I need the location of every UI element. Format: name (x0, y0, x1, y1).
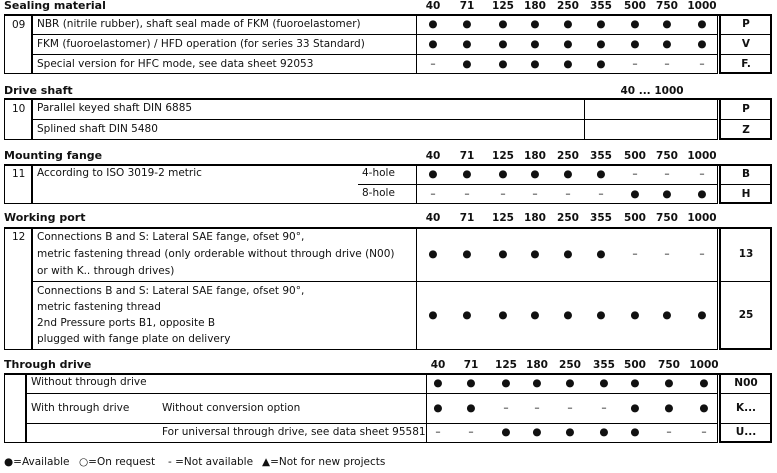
size-label: 750 (656, 0, 678, 12)
size-label: 1000 (687, 150, 717, 162)
size-label: 1000 (689, 359, 719, 371)
row-divider (32, 34, 718, 35)
availability-cell: ● (697, 188, 707, 200)
availability-cell: – (666, 426, 672, 438)
availability-cell: – (664, 168, 670, 180)
row-description: Parallel keyed shaft DIN 6885 (37, 102, 193, 114)
option-number: 10 (12, 103, 26, 115)
size-label: 180 (524, 212, 546, 224)
availability-cell: – (601, 402, 607, 414)
size-label: 71 (463, 359, 479, 371)
availability-cell: ● (563, 38, 573, 50)
availability-cell: – (664, 58, 670, 70)
availability-cell: ● (498, 309, 508, 321)
size-label: 40 (430, 359, 446, 371)
row-description: According to ISO 3019-2 metric (37, 167, 202, 179)
size-label: 1000 (687, 212, 717, 224)
availability-cell: ● (563, 168, 573, 180)
size-label: 125 (492, 150, 514, 162)
size-label: 250 (559, 359, 581, 371)
availability-cell: ● (596, 248, 606, 260)
order-code: P (742, 103, 750, 115)
availability-cell: ● (530, 248, 540, 260)
availability-cell: ● (428, 248, 438, 260)
availability-cell: ● (563, 58, 573, 70)
availability-cell: – (565, 188, 571, 200)
availability-cell: ● (530, 168, 540, 180)
availability-cell: – (503, 402, 509, 414)
availability-cell: ● (630, 188, 640, 200)
availability-cell: ● (466, 402, 476, 414)
hole-label: 4-hole (362, 167, 395, 179)
availability-cell: ● (428, 18, 438, 30)
availability-cell: – (699, 58, 705, 70)
availability-cell: ● (532, 426, 542, 438)
availability-cell: ● (699, 377, 709, 389)
section-title-sealing: Sealing material (4, 0, 106, 12)
availability-cell: ● (530, 309, 540, 321)
availability-cell: – (567, 402, 573, 414)
size-label: 125 (495, 359, 517, 371)
availability-cell: – (534, 402, 540, 414)
availability-cell: – (699, 168, 705, 180)
column-divider (584, 98, 585, 140)
availability-cell: ● (662, 188, 672, 200)
option-number-cell (4, 373, 26, 443)
availability-cell: ● (664, 377, 674, 389)
order-code: Z (742, 124, 750, 136)
size-label: 250 (557, 150, 579, 162)
availability-cell: ● (596, 18, 606, 30)
row-description: FKM (fuoroelastomer) / HFD operation (for series 33 Standard) (37, 38, 365, 50)
row-divider (719, 54, 772, 55)
availability-cell: ● (532, 377, 542, 389)
row-description: With through drive (31, 402, 130, 414)
availability-cell: – (500, 188, 506, 200)
size-label: 1000 (687, 0, 717, 12)
legend-not-for-new-projects: ▲=Not for new projects (262, 456, 386, 468)
row-description-line: plugged with fange plate on delivery (37, 333, 231, 345)
row-description-line: metric fastening thread (only orderable without through drive (N00) (37, 248, 395, 260)
availability-cell: ● (462, 248, 472, 260)
availability-cell: ● (501, 426, 511, 438)
availability-cell: – (430, 188, 436, 200)
row-divider (32, 119, 718, 120)
availability-cell: – (532, 188, 538, 200)
size-range-label: 40 ... 1000 (620, 85, 684, 97)
size-label: 180 (524, 0, 546, 12)
row-divider (719, 119, 772, 120)
row-divider (32, 281, 718, 282)
size-label: 71 (459, 150, 475, 162)
availability-cell: ● (662, 38, 672, 50)
legend-available: ●=Available (4, 456, 70, 468)
availability-cell: ● (596, 58, 606, 70)
size-label: 750 (656, 212, 678, 224)
size-label: 500 (624, 150, 646, 162)
row-divider (719, 281, 772, 282)
availability-cell: ● (630, 426, 640, 438)
availability-cell: ● (501, 377, 511, 389)
availability-cell: ● (498, 18, 508, 30)
availability-cell: – (632, 168, 638, 180)
availability-cell: ● (565, 377, 575, 389)
size-label: 125 (492, 0, 514, 12)
availability-cell: ● (530, 38, 540, 50)
row-divider (719, 393, 772, 394)
size-label: 71 (459, 212, 475, 224)
availability-cell: ● (697, 309, 707, 321)
order-code: N00 (734, 377, 758, 389)
row-divider (32, 54, 718, 55)
availability-cell: ● (563, 248, 573, 260)
option-number: 12 (12, 231, 26, 243)
availability-cell: ● (596, 309, 606, 321)
size-label: 500 (624, 212, 646, 224)
availability-cell: ● (433, 377, 443, 389)
availability-cell: ● (565, 426, 575, 438)
row-divider (719, 423, 772, 424)
availability-cell: – (598, 188, 604, 200)
availability-cell: – (468, 426, 474, 438)
availability-cell: ● (699, 402, 709, 414)
availability-cell: – (701, 426, 707, 438)
row-description-line: Connections B and S: Lateral SAE fange, ofset 90°, (37, 285, 305, 297)
order-code-box (719, 227, 772, 350)
availability-cell: – (632, 248, 638, 260)
hole-label: 8-hole (362, 187, 395, 199)
order-code: V (741, 38, 751, 50)
row-description-line: metric fastening thread (37, 301, 161, 313)
availability-cell: – (430, 58, 436, 70)
order-code: 13 (738, 248, 754, 260)
availability-cell: ● (697, 18, 707, 30)
availability-cell: ● (462, 38, 472, 50)
row-sub-description: Without conversion option (162, 402, 301, 414)
availability-cell: ● (596, 168, 606, 180)
order-code: B (741, 168, 750, 180)
row-sub-description: For universal through drive, see data sheet 95581 (162, 426, 426, 438)
availability-cell: ● (599, 377, 609, 389)
section-title-drive-shaft: Drive shaft (4, 84, 73, 97)
size-label: 750 (658, 359, 680, 371)
availability-cell: ● (466, 377, 476, 389)
legend-not-available: - =Not available (168, 456, 254, 468)
row-description: Without through drive (31, 376, 147, 388)
row-description: Special version for HFC mode, see data sheet 92053 (37, 58, 314, 70)
row-description-line: or with K.. through drives) (37, 265, 175, 277)
size-label: 500 (624, 0, 646, 12)
order-code: H (741, 188, 751, 200)
size-label: 250 (557, 212, 579, 224)
availability-cell: ● (462, 58, 472, 70)
availability-cell: ● (462, 18, 472, 30)
availability-cell: ● (630, 377, 640, 389)
row-description: Splined shaft DIN 5480 (37, 123, 158, 135)
availability-cell: – (435, 426, 441, 438)
availability-cell: ● (697, 38, 707, 50)
availability-cell: ● (630, 402, 640, 414)
row-divider (26, 393, 718, 394)
availability-cell: ● (563, 309, 573, 321)
availability-cell: ● (630, 18, 640, 30)
size-label: 125 (492, 212, 514, 224)
availability-cell: ● (563, 18, 573, 30)
availability-cell: ● (630, 38, 640, 50)
option-number: 11 (12, 168, 26, 180)
row-divider (719, 184, 772, 185)
size-label: 40 (425, 150, 441, 162)
order-code: F. (741, 58, 751, 70)
availability-cell: ● (596, 38, 606, 50)
size-label: 750 (656, 150, 678, 162)
size-label: 355 (593, 359, 615, 371)
availability-cell: ● (498, 168, 508, 180)
availability-cell: ● (428, 309, 438, 321)
availability-cell: – (464, 188, 470, 200)
availability-cell: ● (498, 38, 508, 50)
legend-on-request: ○=On request (79, 456, 156, 468)
size-label: 180 (526, 359, 548, 371)
availability-cell: ● (462, 309, 472, 321)
availability-cell: ● (530, 58, 540, 70)
row-description-line: Connections B and S: Lateral SAE fange, ofset 90°, (37, 231, 305, 243)
availability-cell: – (632, 58, 638, 70)
availability-cell: ● (662, 309, 672, 321)
column-divider (416, 227, 417, 350)
availability-cell: ● (630, 309, 640, 321)
row-description: NBR (nitrile rubber), shaft seal made of FKM (fuoroelastomer) (37, 18, 361, 30)
section-title-mounting-fange: Mounting fange (4, 149, 103, 162)
option-number: 09 (12, 19, 26, 31)
size-label: 71 (459, 0, 475, 12)
size-label: 40 (425, 0, 441, 12)
row-divider (719, 34, 772, 35)
size-label: 355 (590, 0, 612, 12)
section-title-working-port: Working port (4, 211, 86, 224)
availability-cell: ● (530, 18, 540, 30)
row-description-line: 2nd Pressure ports B1, opposite B (37, 317, 216, 329)
row-divider (358, 184, 718, 185)
availability-cell: ● (433, 402, 443, 414)
order-code: P (742, 18, 750, 30)
availability-cell: ● (664, 402, 674, 414)
section-title-through-drive: Through drive (4, 358, 92, 371)
size-label: 355 (590, 150, 612, 162)
availability-cell: ● (599, 426, 609, 438)
size-label: 355 (590, 212, 612, 224)
availability-cell: – (699, 248, 705, 260)
size-label: 180 (524, 150, 546, 162)
order-code: K... (735, 402, 757, 414)
availability-cell: ● (498, 58, 508, 70)
size-label: 500 (624, 359, 646, 371)
availability-cell: ● (662, 18, 672, 30)
availability-cell: ● (498, 248, 508, 260)
order-code: U... (735, 426, 757, 438)
availability-cell: ● (428, 168, 438, 180)
size-label: 250 (557, 0, 579, 12)
availability-cell: ● (428, 38, 438, 50)
availability-cell: – (664, 248, 670, 260)
availability-cell: ● (462, 168, 472, 180)
size-label: 40 (425, 212, 441, 224)
order-code: 25 (738, 309, 754, 321)
